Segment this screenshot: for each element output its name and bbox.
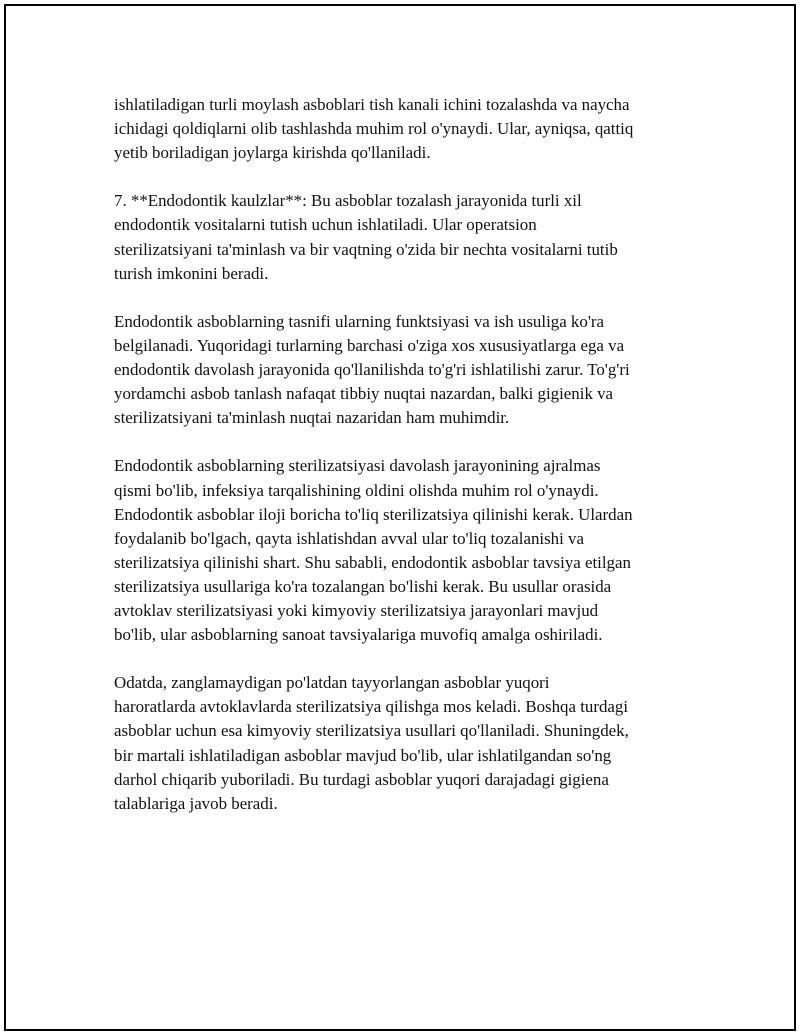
text-line: endodontik vositalarni tutish uchun ishlatiladi. Ular operatsion xyxy=(114,215,537,235)
text-line: endodontik davolash jarayonida qo'llanilishda to'g'ri ishlatilishi zarur. To'g'ri xyxy=(114,360,630,380)
text-line: bo'lib, ular asboblarning sanoat tavsiyalariga muvofiq amalga oshiriladi. xyxy=(114,625,603,645)
text-line: turish imkonini beradi. xyxy=(114,263,269,283)
text-line: sterilizatsiyani ta'minlash nuqtai nazaridan ham muhimdir. xyxy=(114,408,510,428)
text-line: sterilizatsiya qilinishi shart. Shu sababli, endodontik asboblar tavsiya etilgan xyxy=(114,552,631,572)
text-line: Endodontik asboblarning tasnifi ularning funktsiyasi va ish usuliga ko'ra xyxy=(114,311,604,331)
paragraph-endodontik-kaulzlar xyxy=(114,189,694,285)
document-body xyxy=(114,93,694,840)
text-line: 7. **Endodontik kaulzlar**: Bu asboblar tozalash jarayonida turli xil xyxy=(114,191,582,211)
text-line: asboblar uchun esa kimyoviy sterilizatsiya usullari qo'llaniladi. Shuningdek, xyxy=(114,721,629,741)
text-line: yordamchi asbob tanlash nafaqat tibbiy nuqtai nazardan, balki gigienik va xyxy=(114,384,614,404)
paragraph-tasnif xyxy=(114,310,694,430)
text-line: sterilizatsiyani ta'minlash va bir vaqtning o'zida bir nechta vositalarni tutib xyxy=(114,239,618,259)
text-line: bir martali ishlatiladigan asboblar mavjud bo'lib, ular ishlatilgandan so'ng xyxy=(114,745,612,765)
text-line: sterilizatsiya usullariga ko'ra tozalangan bo'lishi kerak. Bu usullar orasida xyxy=(114,576,612,596)
text-line: haroratlarda avtoklavlarda sterilizatsiya qilishga mos keladi. Boshqa turdagi xyxy=(114,697,629,717)
text-line: Endodontik asboblar iloji boricha to'liq sterilizatsiya qilinishi kerak. Ulardan xyxy=(114,504,633,524)
text-line: Endodontik asboblarning sterilizatsiyasi davolash jarayonining ajralmas xyxy=(114,456,601,476)
text-line: darhol chiqarib yuboriladi. Bu turdagi asboblar yuqori darajadagi gigiena xyxy=(114,769,609,789)
text-line: talablariga javob beradi. xyxy=(114,793,278,813)
text-line: avtoklav sterilizatsiyasi yoki kimyoviy sterilizatsiya jarayonlari mavjud xyxy=(114,600,599,620)
text-line: qismi bo'lib, infeksiya tarqalishining oldini olishda muhim rol o'ynaydi. xyxy=(114,480,599,500)
text-line: Odatda, zanglamaydigan po'latdan tayyorlangan asboblar yuqori xyxy=(114,673,550,693)
paragraph-zanglamaydigan xyxy=(114,671,694,816)
paragraph-sterilizatsiya xyxy=(114,454,694,647)
text-line: yetib boriladigan joylarga kirishda qo'llaniladi. xyxy=(114,143,431,163)
paragraph-moylash-asboblari xyxy=(114,93,694,165)
text-line: foydalanib bo'lgach, qayta ishlatishdan avval ular to'liq tozalanishi va xyxy=(114,528,584,548)
text-line: belgilanadi. Yuqoridagi turlarning barchasi o'ziga xos xususiyatlarga ega va xyxy=(114,335,625,355)
text-line: ichidagi qoldiqlarni olib tashlashda muhim rol o'ynaydi. Ular, ayniqsa, qattiq xyxy=(114,119,634,139)
text-line: ishlatiladigan turli moylash asboblari tish kanali ichini tozalashda va naycha xyxy=(114,95,630,114)
